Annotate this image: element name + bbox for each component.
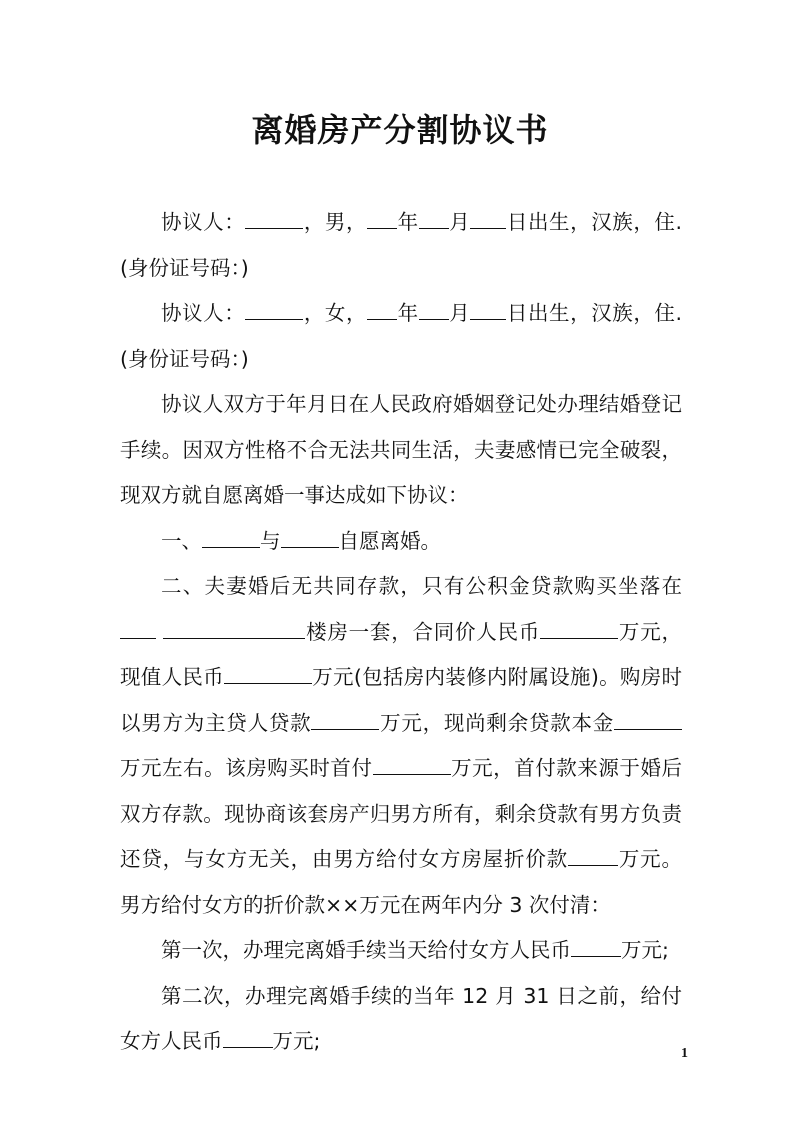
blank-amount-field [224, 661, 312, 684]
blank-amount-field [568, 843, 618, 866]
text-segment: 与 [260, 528, 281, 553]
blank-address-field [163, 616, 305, 639]
blank-amount-field [373, 752, 451, 775]
text-segment: 第二次，办理完离婚手续的当年 12 月 31 日之前，给付女方人民币 [120, 983, 682, 1053]
text-segment: 年 [397, 301, 419, 325]
text-segment: 二、夫妻婚后无共同存款，只有公积金贷款购买坐落在 [161, 574, 682, 598]
blank-amount-field [223, 1025, 273, 1048]
text-segment: 楼房一套，合同价人民币 [305, 619, 541, 644]
text-segment: 万元，现值人民币 [120, 619, 682, 689]
text-segment: 万元; [272, 1029, 321, 1053]
blank-address-field [120, 616, 156, 639]
blank-name-field [245, 297, 303, 320]
clause-one-paragraph [120, 519, 682, 565]
blank-amount-field [311, 707, 379, 730]
document-title: 离婚房产分割协议书 [251, 111, 549, 149]
text-segment: 万元，现尚剩余贷款本金 [379, 710, 615, 735]
text-segment: 第一次，办理完离婚手续当天给付女方人民币 [161, 938, 571, 962]
text-segment: 万元左右。该房购买时首付 [120, 756, 373, 780]
text-segment: 月 [448, 210, 471, 234]
party-female-paragraph [120, 291, 682, 382]
blank-amount-field [614, 707, 682, 730]
blank-day-field [470, 297, 506, 320]
blank-year-field [367, 206, 397, 229]
blank-name-field [245, 206, 303, 229]
text-segment: 协议人双方于年月日在人民政府婚姻登记处办理结婚登记手续。因双方性格不合无法共同生活，夫妻感情已完全破裂，现双方就自愿离婚一事达成如下协议： [120, 392, 682, 507]
text-segment: 年 [397, 210, 419, 234]
text-segment: ，女， [303, 301, 368, 325]
text-segment: 日出生，汉族，住.(身份证号码：) [120, 210, 682, 280]
blank-party-field [281, 525, 339, 548]
blank-day-field [470, 206, 506, 229]
blank-month-field [419, 206, 449, 229]
text-segment: 万元; [621, 938, 669, 962]
text-segment: 万元(包括房内装修内附属设施)。购房时以男方为主贷人贷款 [120, 665, 683, 735]
text-segment: 自愿离婚。 [338, 528, 441, 553]
text-segment: 一、 [161, 528, 202, 553]
text-segment: 日出生，汉族，住.(身份证号码：) [120, 301, 682, 371]
page-number: 1 [681, 1046, 688, 1061]
blank-year-field [367, 297, 397, 320]
text-segment: 万元，首付款来源于婚后双方存款。现协商该套房产归男方所有，剩余贷款有男方负责还贷，与女方无关，由男方给付女方房屋折价款 [120, 756, 683, 871]
blank-month-field [419, 297, 449, 320]
document-body [120, 200, 682, 1065]
payment-first-paragraph [120, 928, 682, 974]
party-male-paragraph [120, 200, 682, 291]
text-segment: 万元。男方给付女方的折价款××万元在两年内分 3 次付清： [120, 847, 682, 917]
text-segment: 协议人： [161, 301, 246, 325]
blank-amount-field [540, 616, 618, 639]
text-segment: 月 [448, 301, 471, 325]
blank-amount-field [571, 934, 621, 957]
text-segment: ，男， [303, 210, 368, 234]
preamble-paragraph [120, 382, 682, 519]
payment-second-paragraph [120, 974, 682, 1065]
blank-party-field [202, 525, 260, 548]
clause-two-paragraph [120, 564, 682, 928]
text-segment: 协议人： [161, 210, 246, 234]
